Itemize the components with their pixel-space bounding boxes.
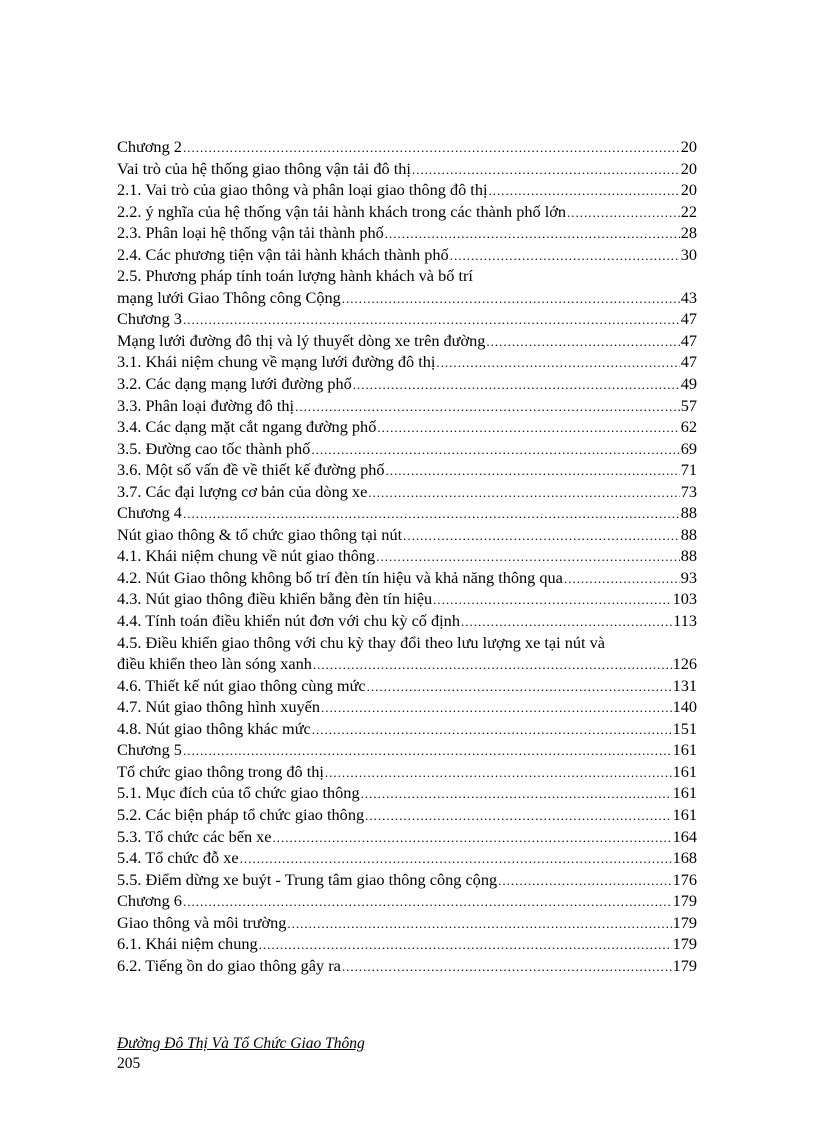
- toc-entry-label: 2.4. Các phương tiện vận tải hành khách thành phố: [117, 244, 449, 264]
- toc-entry-label: 3.7. Các đại lượng cơ bản của dòng xe: [117, 481, 368, 501]
- toc-leader-dots: [461, 611, 672, 633]
- toc-entry-label: Chương 4: [117, 503, 182, 523]
- toc-entry-page: 140: [672, 697, 697, 717]
- toc-entry: [117, 912, 697, 934]
- toc-entry-label: 5.2. Các biện pháp tổ chức giao thông: [117, 804, 365, 824]
- toc-entry: [117, 610, 697, 632]
- toc-entry: [117, 502, 697, 524]
- toc-entry-label: Tổ chức giao thông trong đô thị: [117, 761, 324, 781]
- toc-entry: [117, 826, 697, 848]
- toc-entry-page: 20: [680, 158, 697, 178]
- toc-entry: [117, 653, 697, 675]
- toc-entry-page: 49: [680, 374, 697, 394]
- toc-entry-page: 168: [672, 848, 697, 868]
- toc-entry-label: 3.3. Phân loại đường đô thị: [117, 395, 295, 415]
- toc-leader-dots: [365, 805, 671, 827]
- toc-entry-page: 161: [672, 740, 697, 760]
- toc-entry: [117, 136, 697, 158]
- toc-leader-dots: [403, 525, 680, 547]
- toc-entry-page: 43: [680, 287, 697, 307]
- toc-entry: [117, 545, 697, 567]
- toc-entry-page: 22: [680, 201, 697, 221]
- toc-entry: [117, 632, 697, 654]
- toc-leader-dots: [342, 956, 672, 978]
- toc-leader-dots: [342, 288, 680, 310]
- toc-entry-label: 2.3. Phân loại hệ thống vận tải thành phố: [117, 223, 384, 243]
- toc-entry: [117, 847, 697, 869]
- toc-entry: [117, 739, 697, 761]
- toc-entry-label: 3.4. Các dạng mặt cắt ngang đường phố: [117, 417, 377, 437]
- toc-entry-label: điều khiển theo làn sóng xanh: [117, 654, 312, 674]
- toc-leader-dots: [486, 331, 679, 353]
- toc-entry-page: 113: [673, 611, 697, 631]
- toc-entry-label: 4.7. Nút giao thông hình xuyến: [117, 697, 321, 717]
- toc-entry-page: 151: [672, 718, 697, 738]
- table-of-contents: [117, 136, 697, 976]
- toc-entry-label: 4.2. Nút Giao thông không bố trí đèn tín hiệu và khả năng thông qua: [117, 567, 563, 587]
- toc-entry: [117, 869, 697, 891]
- toc-entry-label: 2.2. ý nghĩa của hệ thống vận tải hành khách trong các thành phố lớn: [117, 201, 566, 221]
- toc-leader-dots: [377, 417, 679, 439]
- toc-entry-page: 176: [672, 869, 697, 889]
- toc-entry-page: 20: [680, 180, 697, 200]
- toc-entry-page: 179: [672, 955, 697, 975]
- toc-leader-dots: [183, 309, 680, 331]
- page-footer: [117, 1034, 365, 1074]
- toc-leader-dots: [311, 439, 679, 461]
- toc-entry-label: Nút giao thông & tổ chức giao thông tại nút: [117, 524, 403, 544]
- toc-entry-page: 28: [680, 223, 697, 243]
- toc-entry-label: 6.1. Khái niệm chung: [117, 934, 258, 954]
- toc-entry: [117, 933, 697, 955]
- toc-entry: [117, 179, 697, 201]
- toc-entry-label: Mạng lưới đường đô thị và lý thuyết dòng xe trên đường: [117, 330, 486, 350]
- toc-entry-page: 73: [680, 481, 697, 501]
- toc-entry: [117, 675, 697, 697]
- toc-entry: [117, 265, 697, 287]
- toc-leader-dots: [259, 934, 672, 956]
- toc-entry-page: 47: [680, 330, 697, 350]
- toc-entry: [117, 373, 697, 395]
- toc-entry: [117, 955, 697, 977]
- toc-leader-dots: [183, 891, 672, 913]
- toc-entry-page: 164: [672, 826, 697, 846]
- toc-entry-label: 5.4. Tổ chức đỗ xe: [117, 848, 239, 868]
- toc-leader-dots: [368, 482, 679, 504]
- toc-entry-page: 179: [672, 912, 697, 932]
- toc-leader-dots: [386, 460, 680, 482]
- toc-entry-label: Chương 6: [117, 891, 182, 911]
- toc-leader-dots: [361, 783, 672, 805]
- toc-entry-label: 6.2. Tiếng ồn do giao thông gây ra: [117, 955, 341, 975]
- toc-entry-page: 62: [680, 417, 697, 437]
- toc-leader-dots: [489, 180, 680, 202]
- toc-entry: [117, 890, 697, 912]
- toc-entry: [117, 718, 697, 740]
- toc-entry-page: 179: [672, 934, 697, 954]
- toc-entry-label: 4.4. Tính toán điều khiển nút đơn với chu kỳ cố định: [117, 611, 460, 631]
- toc-entry: [117, 459, 697, 481]
- toc-leader-dots: [321, 697, 672, 719]
- toc-entry-page: 161: [672, 804, 697, 824]
- toc-entry-page: 71: [680, 460, 697, 480]
- toc-entry-page: 88: [680, 503, 697, 523]
- toc-entry-label: 2.1. Vai trò của giao thông và phân loại giao thông đô thị: [117, 180, 488, 200]
- toc-entry-page: 88: [680, 546, 697, 566]
- toc-entry: [117, 222, 697, 244]
- toc-leader-dots: [183, 740, 672, 762]
- toc-leader-dots: [433, 589, 671, 611]
- toc-leader-dots: [183, 503, 680, 525]
- footer-title: Đường Đô Thị Và Tổ Chức Giao Thông: [117, 1035, 365, 1052]
- page-number: 205: [117, 1055, 141, 1072]
- toc-entry-page: 57: [680, 395, 697, 415]
- toc-entry-label: 4.8. Nút giao thông khác mức: [117, 718, 311, 738]
- toc-leader-dots: [412, 159, 680, 181]
- toc-entry-page: 103: [672, 589, 697, 609]
- toc-entry: [117, 351, 697, 373]
- toc-entry: [117, 244, 697, 266]
- toc-leader-dots: [367, 676, 672, 698]
- toc-entry-label: 4.6. Thiết kế nút giao thông cùng mức: [117, 675, 366, 695]
- toc-entry: [117, 588, 697, 610]
- toc-entry-page: 69: [680, 438, 697, 458]
- toc-entry-page: 47: [680, 352, 697, 372]
- toc-entry-label: 4.3. Nút giao thông điều khiển bằng đèn tín hiệu: [117, 589, 433, 609]
- toc-entry-page: 131: [672, 675, 697, 695]
- toc-entry-page: 161: [672, 761, 697, 781]
- toc-entry-label: 3.5. Đường cao tốc thành phố: [117, 438, 311, 458]
- toc-leader-dots: [376, 546, 680, 568]
- toc-entry-label: Chương 5: [117, 740, 182, 760]
- toc-entry: [117, 761, 697, 783]
- toc-entry-page: 179: [672, 891, 697, 911]
- toc-entry-label: 4.1. Khái niệm chung về nút giao thông: [117, 546, 376, 566]
- toc-entry-label: 5.3. Tổ chức các bến xe: [117, 826, 272, 846]
- toc-entry: [117, 481, 697, 503]
- toc-entry-label: 2.5. Phương pháp tính toán lượng hành khách và bố trí: [117, 266, 473, 286]
- toc-entry-label: Vai trò của hệ thống giao thông vận tải đô thị: [117, 158, 411, 178]
- toc-entry-label: 3.1. Khái niệm chung về mạng lưới đường đô thị: [117, 352, 436, 372]
- toc-leader-dots: [385, 223, 680, 245]
- toc-entry-page: 161: [672, 783, 697, 803]
- toc-leader-dots: [353, 374, 680, 396]
- toc-entry-label: 4.5. Điều khiển giao thông với chu kỳ thay đổi theo lưu lượng xe tại nút và: [117, 632, 605, 652]
- toc-entry: [117, 804, 697, 826]
- toc-leader-dots: [325, 762, 672, 784]
- toc-leader-dots: [564, 568, 680, 590]
- toc-entry: [117, 782, 697, 804]
- toc-entry: [117, 201, 697, 223]
- toc-entry: [117, 696, 697, 718]
- toc-entry-page: 88: [680, 524, 697, 544]
- toc-entry-label: mạng lưới Giao Thông công Cộng: [117, 287, 341, 307]
- toc-entry-page: 47: [680, 309, 697, 329]
- toc-entry: [117, 416, 697, 438]
- toc-leader-dots: [183, 137, 680, 159]
- toc-entry-label: Chương 3: [117, 309, 182, 329]
- toc-entry: [117, 330, 697, 352]
- toc-leader-dots: [498, 870, 671, 892]
- toc-leader-dots: [436, 352, 679, 374]
- toc-leader-dots: [295, 396, 680, 418]
- toc-entry: [117, 524, 697, 546]
- toc-entry: [117, 158, 697, 180]
- toc-entry-page: 126: [672, 654, 697, 674]
- toc-entry: [117, 567, 697, 589]
- toc-entry-page: 20: [680, 137, 697, 156]
- toc-leader-dots: [313, 654, 672, 676]
- toc-entry: [117, 438, 697, 460]
- toc-entry-label: 3.2. Các dạng mạng lưới đường phố: [117, 374, 352, 394]
- toc-leader-dots: [450, 245, 680, 267]
- toc-leader-dots: [240, 848, 672, 870]
- toc-leader-dots: [273, 827, 672, 849]
- toc-entry-label: Giao thông và môi trường: [117, 912, 287, 932]
- toc-entry: [117, 395, 697, 417]
- toc-entry-label: 5.5. Điểm dừng xe buýt - Trung tâm giao thông công cộng: [117, 869, 498, 889]
- toc-entry-label: 3.6. Một số vấn đề về thiết kế đường phố: [117, 460, 385, 480]
- toc-leader-dots: [567, 202, 680, 224]
- toc-leader-dots: [312, 719, 672, 741]
- toc-entry-page: 30: [680, 244, 697, 264]
- toc-entry: [117, 308, 697, 330]
- toc-entry-page: 93: [680, 567, 697, 587]
- toc-entry: [117, 287, 697, 309]
- toc-entry-label: 5.1. Mục đích của tổ chức giao thông: [117, 783, 360, 803]
- toc-leader-dots: [287, 913, 671, 935]
- toc-entry-label: Chương 2: [117, 137, 182, 156]
